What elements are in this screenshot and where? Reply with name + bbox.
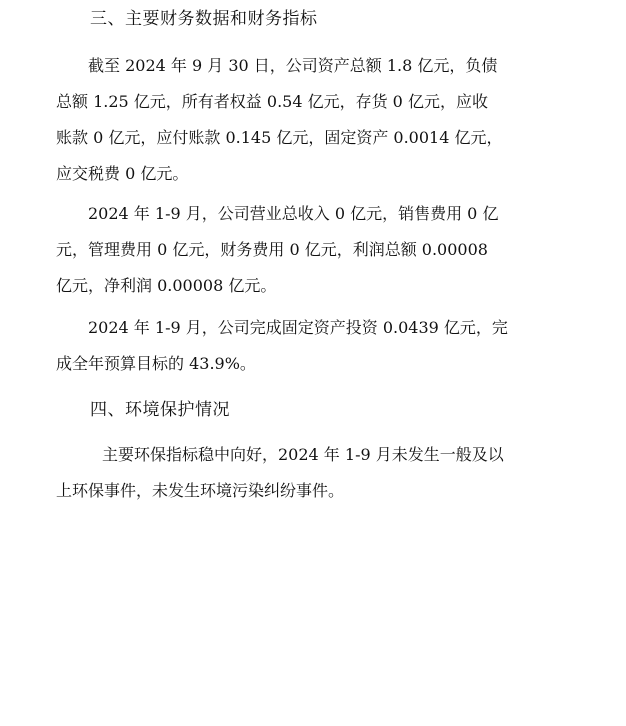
paragraph-line: 亿元，净利润 0.00008 亿元。: [56, 276, 277, 295]
paragraph-line: 账款 0 亿元，应付账款 0.145 亿元，固定资产 0.0014 亿元，: [56, 128, 503, 147]
paragraph-line: 主要环保指标稳中向好，2024 年 1-9 月未发生一般及以: [102, 445, 504, 464]
paragraph-environment: [56, 437, 576, 509]
paragraph-line: 2024 年 1-9 月，公司营业总收入 0 亿元，销售费用 0 亿: [88, 204, 499, 223]
paragraph-line: 应交税费 0 亿元。: [56, 164, 189, 183]
paragraph-line: 成全年预算目标的 43.9%。: [56, 354, 256, 373]
paragraph-line: 上环保事件，未发生环境污染纠纷事件。: [56, 481, 345, 500]
section-heading-environment: 四、环境保护情况: [90, 400, 230, 420]
paragraph-line: 截至 2024 年 9 月 30 日，公司资产总额 1.8 亿元，负债: [88, 56, 498, 75]
paragraph-line: 元，管理费用 0 亿元，财务费用 0 亿元，利润总额 0.00008: [56, 240, 488, 259]
section-heading-financial: 三、主要财务数据和财务指标: [90, 9, 318, 29]
paragraph-investment: [56, 310, 576, 382]
paragraph-line: 2024 年 1-9 月，公司完成固定资产投资 0.0439 亿元，完: [88, 318, 508, 337]
paragraph-income: [56, 196, 576, 304]
paragraph-line: 总额 1.25 亿元，所有者权益 0.54 亿元，存货 0 亿元，应收: [56, 92, 488, 111]
paragraph-balance-sheet: [56, 48, 576, 192]
